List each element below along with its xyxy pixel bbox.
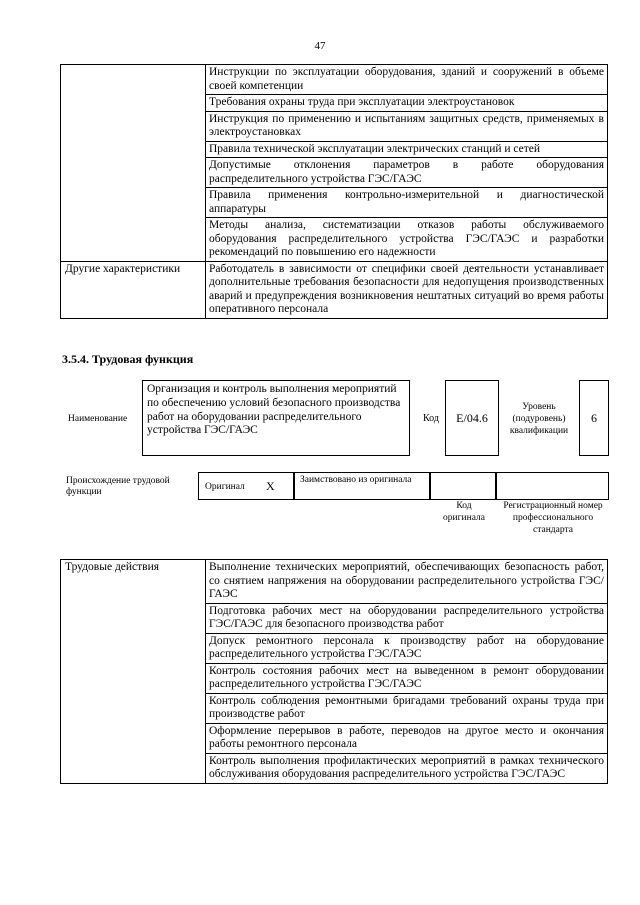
table-row <box>61 65 608 95</box>
table-cell: Правила технической эксплуатации электрических станций и сетей <box>206 141 608 158</box>
table-cell: Работодатель в зависимости от специфики своей деятельности устанавливает дополнительные требования безопасности для недопущения производственных аварий и предупреждения возникновения нештатных ситуаций во время работы оперативного персонала <box>206 261 608 318</box>
level-label: Уровень (подуровень) квалификации <box>509 402 569 436</box>
code-label: Код <box>423 413 439 424</box>
requirements-table <box>60 64 608 319</box>
table-cell: Правила применения контрольно-измерительной и диагностической аппаратуры <box>206 188 608 218</box>
table-cell: Оформление перерывов в работе, переводов на другое место и окончания работы ремонтного персонала <box>206 723 608 753</box>
table-cell: Методы анализа, систематизации отказов работы обслуживаемого оборудования распределительного устройства ГЭС/ГАЭС и разработки рекомендаций по повышению его надежности <box>206 218 608 262</box>
original-code-caption: Код оригинала <box>443 501 485 523</box>
labor-actions-table <box>60 559 608 784</box>
table-cell: Допуск ремонтного персонала к производству работ на оборудование распределительного устройства ГЭС/ГАЭС <box>206 633 608 663</box>
table-cell: Выполнение технических мероприятий, обеспечивающих безопасность работ, со снятием напряжения на оборудовании распределительного устройства ГЭС/ГАЭС <box>206 560 608 604</box>
page-number: 47 <box>314 40 326 52</box>
original-mark: X <box>266 479 275 493</box>
original-label: Оригинал <box>205 482 245 492</box>
table-cell: Контроль состояния рабочих мест на выведенном в ремонт оборудовании распределительного устройства ГЭС/ГАЭС <box>206 663 608 693</box>
level-value-box <box>579 380 609 456</box>
table-cell: Инструкция по применению и испытаниям защитных средств, применяемых в электроустановках <box>206 111 608 141</box>
table-cell: Требования охраны труда при эксплуатации электроустановок <box>206 95 608 112</box>
section-heading: 3.5.4. Трудовая функция <box>62 352 194 366</box>
origin-label: Происхождение трудовой функции <box>66 476 170 497</box>
table-cell: Подготовка рабочих мест на оборудовании распределительного устройства ГЭС/ГАЭС для безопасного производства работ <box>206 603 608 633</box>
registration-number-caption: Регистрационный номер профессионального стандарта <box>503 501 603 535</box>
labor-actions-label: Трудовые действия <box>61 560 206 784</box>
code-value: E/04.6 <box>456 410 488 425</box>
table-cell: Контроль выполнения профилактических мероприятий в рамках технического обслуживания оборудования распределительного устройства ГЭС/ГАЭС <box>206 753 608 783</box>
code-value-box <box>445 380 499 456</box>
function-name-box: Организация и контроль выполнения мероприятий по обеспечению условий безопасного производства работ на оборудовании распределительного устройства ГЭС/ГАЭС <box>142 380 410 456</box>
level-value: 6 <box>591 410 597 425</box>
table-row <box>61 261 608 318</box>
name-label: Наименование <box>68 414 128 424</box>
row-label-empty <box>61 65 206 262</box>
borrowed-label: Заимствовано из оригинала <box>300 475 412 485</box>
registration-number-box <box>496 472 609 500</box>
table-row <box>61 560 608 604</box>
table-cell: Инструкции по эксплуатации оборудования, зданий и сооружений в объеме своей компетенции <box>206 65 608 95</box>
other-characteristics-label: Другие характеристики <box>61 261 206 318</box>
original-code-box <box>430 472 496 500</box>
table-cell: Допустимые отклонения параметров в работе оборудования распределительного устройства ГЭС/ГАЭС <box>206 158 608 188</box>
table-cell: Контроль соблюдения ремонтными бригадами требований охраны труда при производстве работ <box>206 693 608 723</box>
